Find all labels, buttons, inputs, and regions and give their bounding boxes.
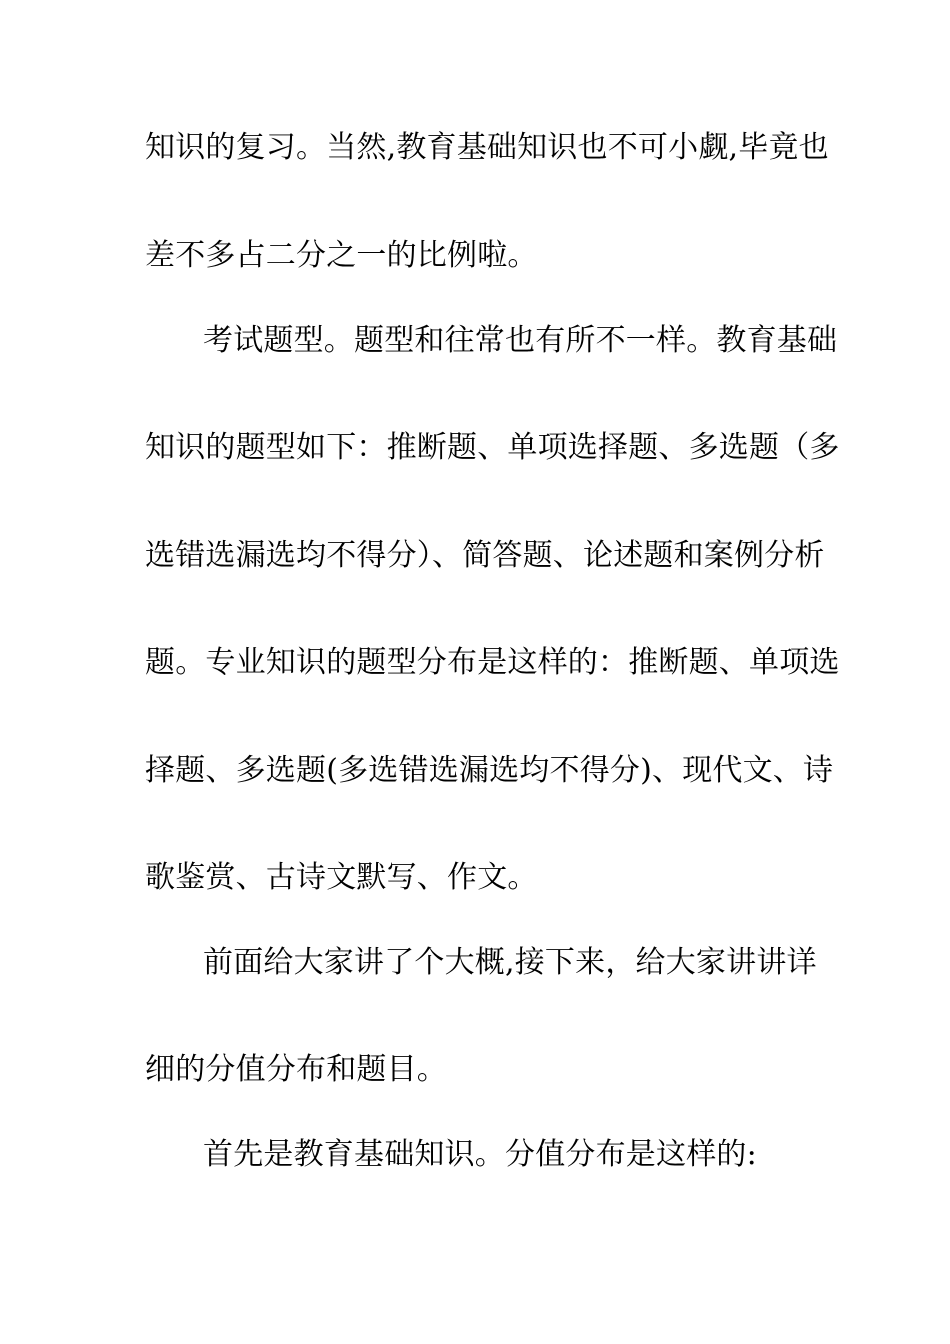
paragraph-first-line: 首先是教育基础知识。分值分布是这样的: [203, 1137, 757, 1172]
paragraph-first-line: 考试题型。题型和往常也有所不一样。教育基础 [203, 323, 838, 358]
text-line: 知识的复习。当然,教育基础知识也不可小觑,毕竟也 [145, 130, 829, 165]
text-line: 择题、多选题(多选错选漏选均不得分)、现代文、诗 [145, 753, 834, 788]
text-line: 细的分值分布和题目。 [145, 1052, 447, 1087]
text-line: 差不多占二分之一的比例啦。 [145, 238, 538, 273]
text-line: 选错选漏选均不得分）、简答题、论述题和案例分析 [145, 538, 825, 573]
paragraph-first-line: 前面给大家讲了个大概,接下来，给大家讲讲详 [203, 945, 817, 980]
text-line: 知识的题型如下：推断题、单项选择题、多选题（多 [145, 430, 840, 465]
text-line: 题。专业知识的题型分布是这样的：推断题、单项选 [145, 645, 840, 680]
text-line: 歌鉴赏、古诗文默写、作文。 [145, 860, 538, 895]
